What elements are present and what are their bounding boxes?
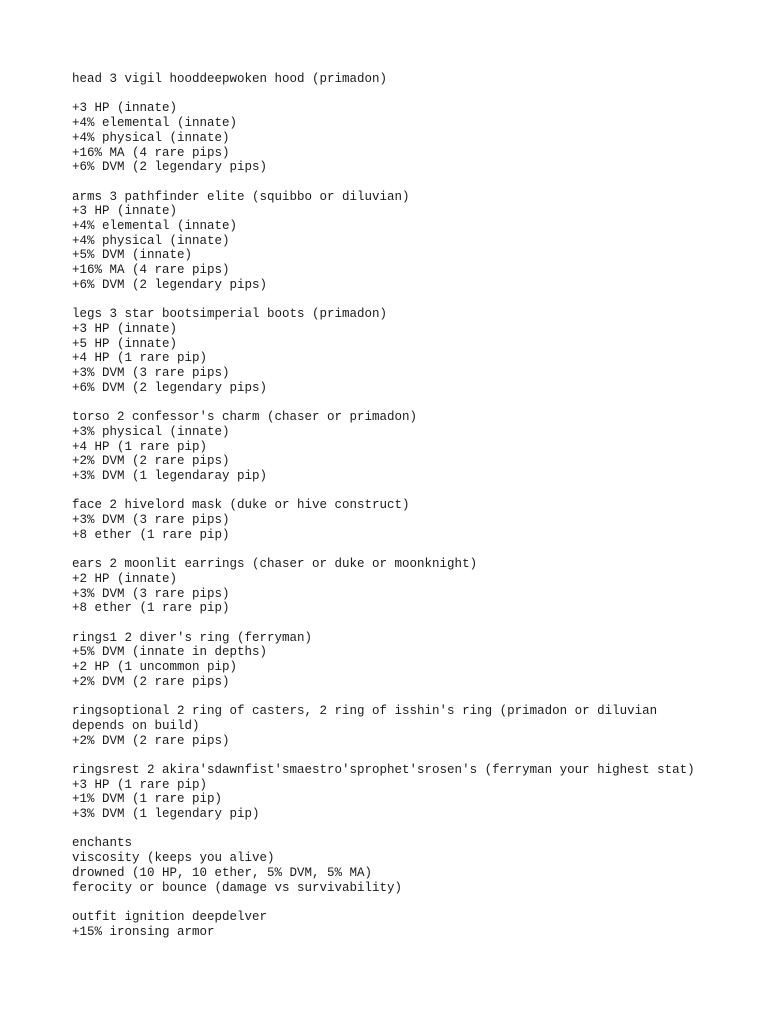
stat-line: +2 HP (1 uncommon pip)	[72, 660, 238, 675]
stat-line: +5% DVM (innate in depths)	[72, 645, 268, 660]
stat-line: +8 ether (1 rare pip)	[72, 527, 230, 542]
section-heading: head 3 vigil hooddeepwoken hood (primadon)	[72, 72, 388, 86]
stat-line: +16% MA (4 rare pips)	[72, 263, 230, 278]
section-ringsoptional	[72, 704, 712, 748]
stat-line: +8 ether (1 rare pip)	[72, 601, 230, 616]
stat-line: viscosity (keeps you alive)	[72, 851, 275, 866]
section-heading: legs 3 star bootsimperial boots (primadon)	[72, 307, 388, 322]
section-outfit	[72, 910, 712, 939]
section-enchants	[72, 836, 712, 895]
section-heading: rings1 2 diver's ring (ferryman)	[72, 630, 313, 645]
section-heading: outfit ignition deepdelver	[72, 909, 268, 924]
stat-line: +3% DVM (3 rare pips)	[72, 586, 230, 601]
stat-line: +3 HP (innate)	[72, 321, 178, 336]
section-arms	[72, 190, 712, 293]
stat-line: +6% DVM (2 legendary pips)	[72, 277, 268, 292]
stat-line: +1% DVM (1 rare pip)	[72, 792, 223, 807]
stat-line: +3 HP (1 rare pip)	[72, 777, 208, 792]
section-heading: arms 3 pathfinder elite (squibbo or diluvian)	[72, 189, 410, 204]
stat-line: ferocity or bounce (damage vs survivability)	[72, 880, 403, 895]
section-face	[72, 498, 712, 542]
stat-line: +16% MA (4 rare pips)	[72, 145, 230, 160]
stat-line: +3% DVM (3 rare pips)	[72, 366, 230, 381]
stat-line: +4 HP (1 rare pip)	[72, 439, 208, 454]
section-heading: ears 2 moonlit earrings (chaser or duke or moonknight)	[72, 557, 478, 572]
stat-line: +2 HP (innate)	[72, 571, 178, 586]
section-heading: ringsrest 2 akira'sdawnfist'smaestro'sprophet'srosen's (ferryman your highest stat)	[72, 762, 695, 777]
stat-line: +15% ironsing armor	[72, 924, 215, 939]
stat-line: +6% DVM (2 legendary pips)	[72, 160, 268, 175]
stat-line: drowned (10 HP, 10 ether, 5% DVM, 5% MA)	[72, 865, 373, 880]
stat-line: +3 HP (innate)	[72, 101, 178, 116]
section-legs	[72, 307, 712, 395]
stat-line: +4% elemental (innate)	[72, 219, 238, 233]
stat-line: +4 HP (1 rare pip)	[72, 351, 208, 366]
stat-line: +2% DVM (2 rare pips)	[72, 733, 230, 748]
stat-line: +3% DVM (1 legendaray pip)	[72, 468, 268, 483]
stat-line: +2% DVM (2 rare pips)	[72, 674, 230, 689]
stat-line: +4% physical (innate)	[72, 233, 230, 248]
stat-line: +6% DVM (2 legendary pips)	[72, 380, 268, 395]
document-page	[72, 72, 712, 954]
section-ringsrest	[72, 763, 712, 822]
stat-line: +3% DVM (3 rare pips)	[72, 513, 230, 528]
stat-line: +4% elemental (innate)	[72, 116, 238, 131]
section-heading: torso 2 confessor's charm (chaser or primadon)	[72, 410, 418, 425]
section-heading: face 2 hivelord mask (duke or hive construct)	[72, 498, 410, 513]
section-heading: enchants	[72, 836, 133, 851]
section-head	[72, 72, 712, 175]
section-torso	[72, 410, 712, 484]
stat-line: +3% physical (innate)	[72, 424, 230, 439]
stat-line: +2% DVM (2 rare pips)	[72, 454, 230, 469]
stat-line: +5% DVM (innate)	[72, 248, 193, 263]
stat-line: +5 HP (innate)	[72, 336, 178, 351]
stat-line: +4% physical (innate)	[72, 130, 230, 145]
stat-line: +3 HP (innate)	[72, 204, 178, 219]
section-heading: ringsoptional 2 ring of casters, 2 ring of isshin's ring (primadon or diluvian depends on build)	[72, 704, 665, 733]
section-rings1	[72, 631, 712, 690]
section-ears	[72, 557, 712, 616]
stat-line: +3% DVM (1 legendary pip)	[72, 807, 260, 822]
